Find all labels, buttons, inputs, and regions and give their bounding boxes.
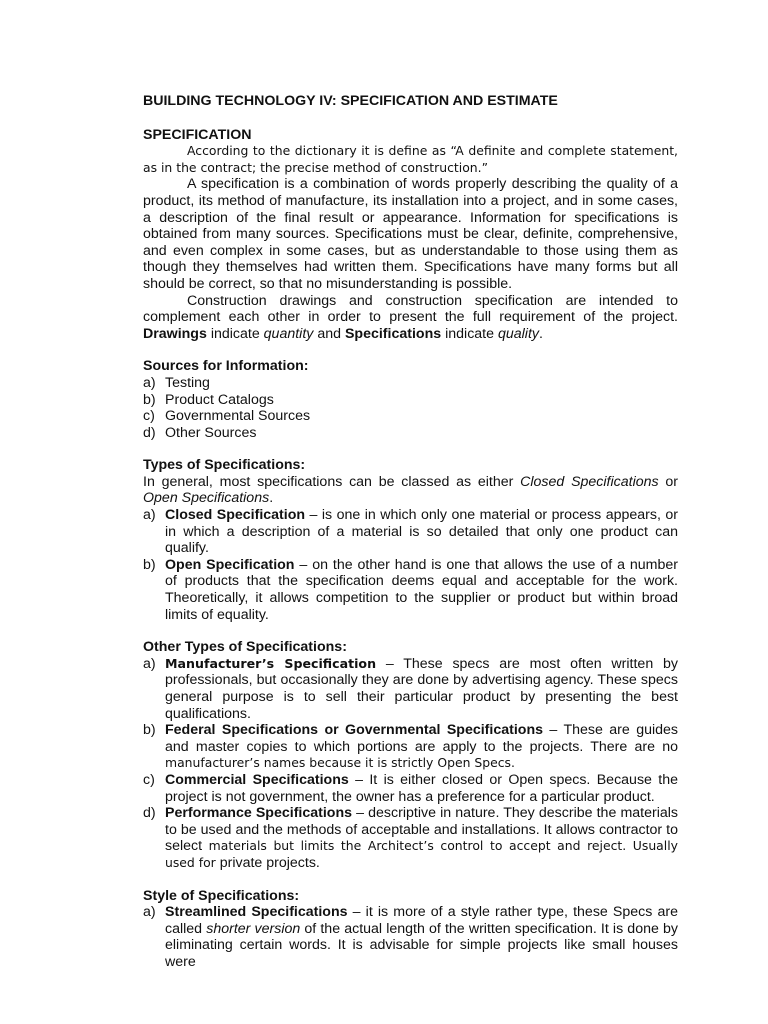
- types-intro-text: In general, most specifications can be classed as either: [143, 473, 514, 490]
- list-text: Testing: [165, 374, 210, 391]
- types-intro: [143, 474, 678, 507]
- list-item: [143, 656, 678, 722]
- p3-text: Construction drawings and construction specification are intended to complement each other in order to present the full requirement of the project.: [143, 292, 678, 326]
- list-text: – it is more of a style rather type, these Specs are called: [165, 904, 678, 937]
- sources-list: [143, 375, 678, 441]
- types-heading: Types of Specifications:: [143, 457, 306, 474]
- p3-and: and: [317, 325, 341, 342]
- list-marker: c): [143, 771, 155, 788]
- list-marker: d): [143, 805, 156, 822]
- list-marker: a): [143, 904, 156, 921]
- types-intro-open: Open Specifications: [143, 490, 270, 507]
- list-item: [143, 507, 678, 557]
- style-heading: Style of Specifications:: [143, 887, 300, 904]
- types-intro-or: or: [665, 473, 678, 490]
- list-text-2: manufacturer’s names because it is strictly Open Specs.: [165, 755, 515, 771]
- list-marker: b): [143, 722, 156, 739]
- list-text: – descriptive in nature. They describe the materials to be used and the methods of acceptable and installations. It allows contractor to select: [165, 805, 679, 855]
- list-text: Other Sources: [165, 424, 257, 441]
- list-text: – These specs are most often written by professionals, but occasionally they are done by advertising agency. These specs general purpose is to sell their particular product by presenting the best qualifications.: [165, 655, 678, 722]
- list-item: [143, 557, 678, 623]
- list-text-3: private projects.: [215, 854, 320, 871]
- list-marker: d): [143, 424, 156, 441]
- list-marker: b): [143, 556, 156, 573]
- list-item: [143, 772, 678, 805]
- list-item: [143, 805, 678, 871]
- types-intro-end: .: [269, 490, 274, 507]
- sources-heading: Sources for Information:: [143, 358, 309, 375]
- list-italic: shorter version: [206, 920, 301, 937]
- list-term: Commercial Specifications: [165, 771, 349, 788]
- list-term: Manufacturer’s Specification: [165, 655, 377, 671]
- list-item: [143, 408, 678, 425]
- p3-drawings: Drawings: [143, 325, 207, 342]
- list-text: – It is either closed or Open specs. Because the project is not government, the owner has a preference for a particular product.: [165, 771, 678, 805]
- list-item: [143, 722, 678, 772]
- list-text: – is one in which only one material or process appears, or in which a description of a material is so detailed that only one product can qualify.: [165, 507, 678, 557]
- list-marker: b): [143, 391, 156, 408]
- p3-quantity: quantity: [263, 325, 314, 342]
- p3-indicate1: indicate: [210, 325, 260, 342]
- list-term: Open Specification: [165, 556, 295, 573]
- specification-heading: SPECIFICATION: [143, 126, 252, 143]
- list-text-2: of the actual length of the written specification. It is done by eliminating certain words. It is advisable for simple projects like small houses were: [165, 920, 678, 970]
- other-types-list: [143, 656, 678, 872]
- list-text-2: materials but limits the Architect’s control to accept and reject. Usually used for: [165, 838, 678, 870]
- specification-definition: According to the dictionary it is define as “A definite and complete statement, as in the contract; the precise method of construction.”: [143, 143, 678, 175]
- list-item: [143, 375, 678, 392]
- p3-indicate2: indicate: [445, 325, 495, 342]
- other-types-heading: Other Types of Specifications:: [143, 639, 347, 656]
- list-marker: a): [143, 655, 156, 672]
- list-term: Closed Specification: [165, 507, 306, 524]
- list-text: Product Catalogs: [165, 391, 274, 408]
- drawings-specs-paragraph: [143, 293, 678, 343]
- list-marker: a): [143, 374, 156, 391]
- p3-specifications: Specifications: [344, 325, 442, 342]
- p3-end: .: [538, 325, 543, 342]
- list-text: – on the other hand is one that allows the use of a number of products that the specification deems equal and acceptable for the work. Theoretically, it allows competition to the supplier or product but within broad limits of equality.: [165, 556, 678, 623]
- list-text: Governmental Sources: [165, 408, 311, 425]
- types-intro-closed: Closed Specifications: [520, 473, 659, 490]
- list-text: – These are guides and master copies to which portions are apply to the projects. There are no: [165, 722, 678, 755]
- list-term: Streamlined Specifications: [165, 904, 348, 921]
- types-list: [143, 507, 678, 623]
- list-term: Performance Specifications: [165, 805, 353, 822]
- list-item: [143, 425, 678, 442]
- style-list: [143, 904, 678, 970]
- p3-quality: quality: [497, 325, 539, 342]
- list-marker: c): [143, 408, 155, 425]
- list-term: Federal Specifications or Governmental Specifications: [165, 722, 544, 739]
- list-marker: a): [143, 507, 156, 524]
- specification-paragraph: A specification is a combination of words properly describing the quality of a product, its method of manufacture, its installation into a project, and in some cases, a description of the final result or appearance. Information for specifications is obtained from many sources. Specifications must be clear, definite, comprehensive, and even complex in some cases, but as understandable to those using them as though they themselves had written them. Specifications have many forms but all should be correct, so that no misunderstanding is possible.: [143, 176, 678, 292]
- document-title: BUILDING TECHNOLOGY IV: SPECIFICATION AND ESTIMATE: [143, 93, 558, 109]
- list-item: [143, 392, 678, 409]
- list-item: [143, 904, 678, 970]
